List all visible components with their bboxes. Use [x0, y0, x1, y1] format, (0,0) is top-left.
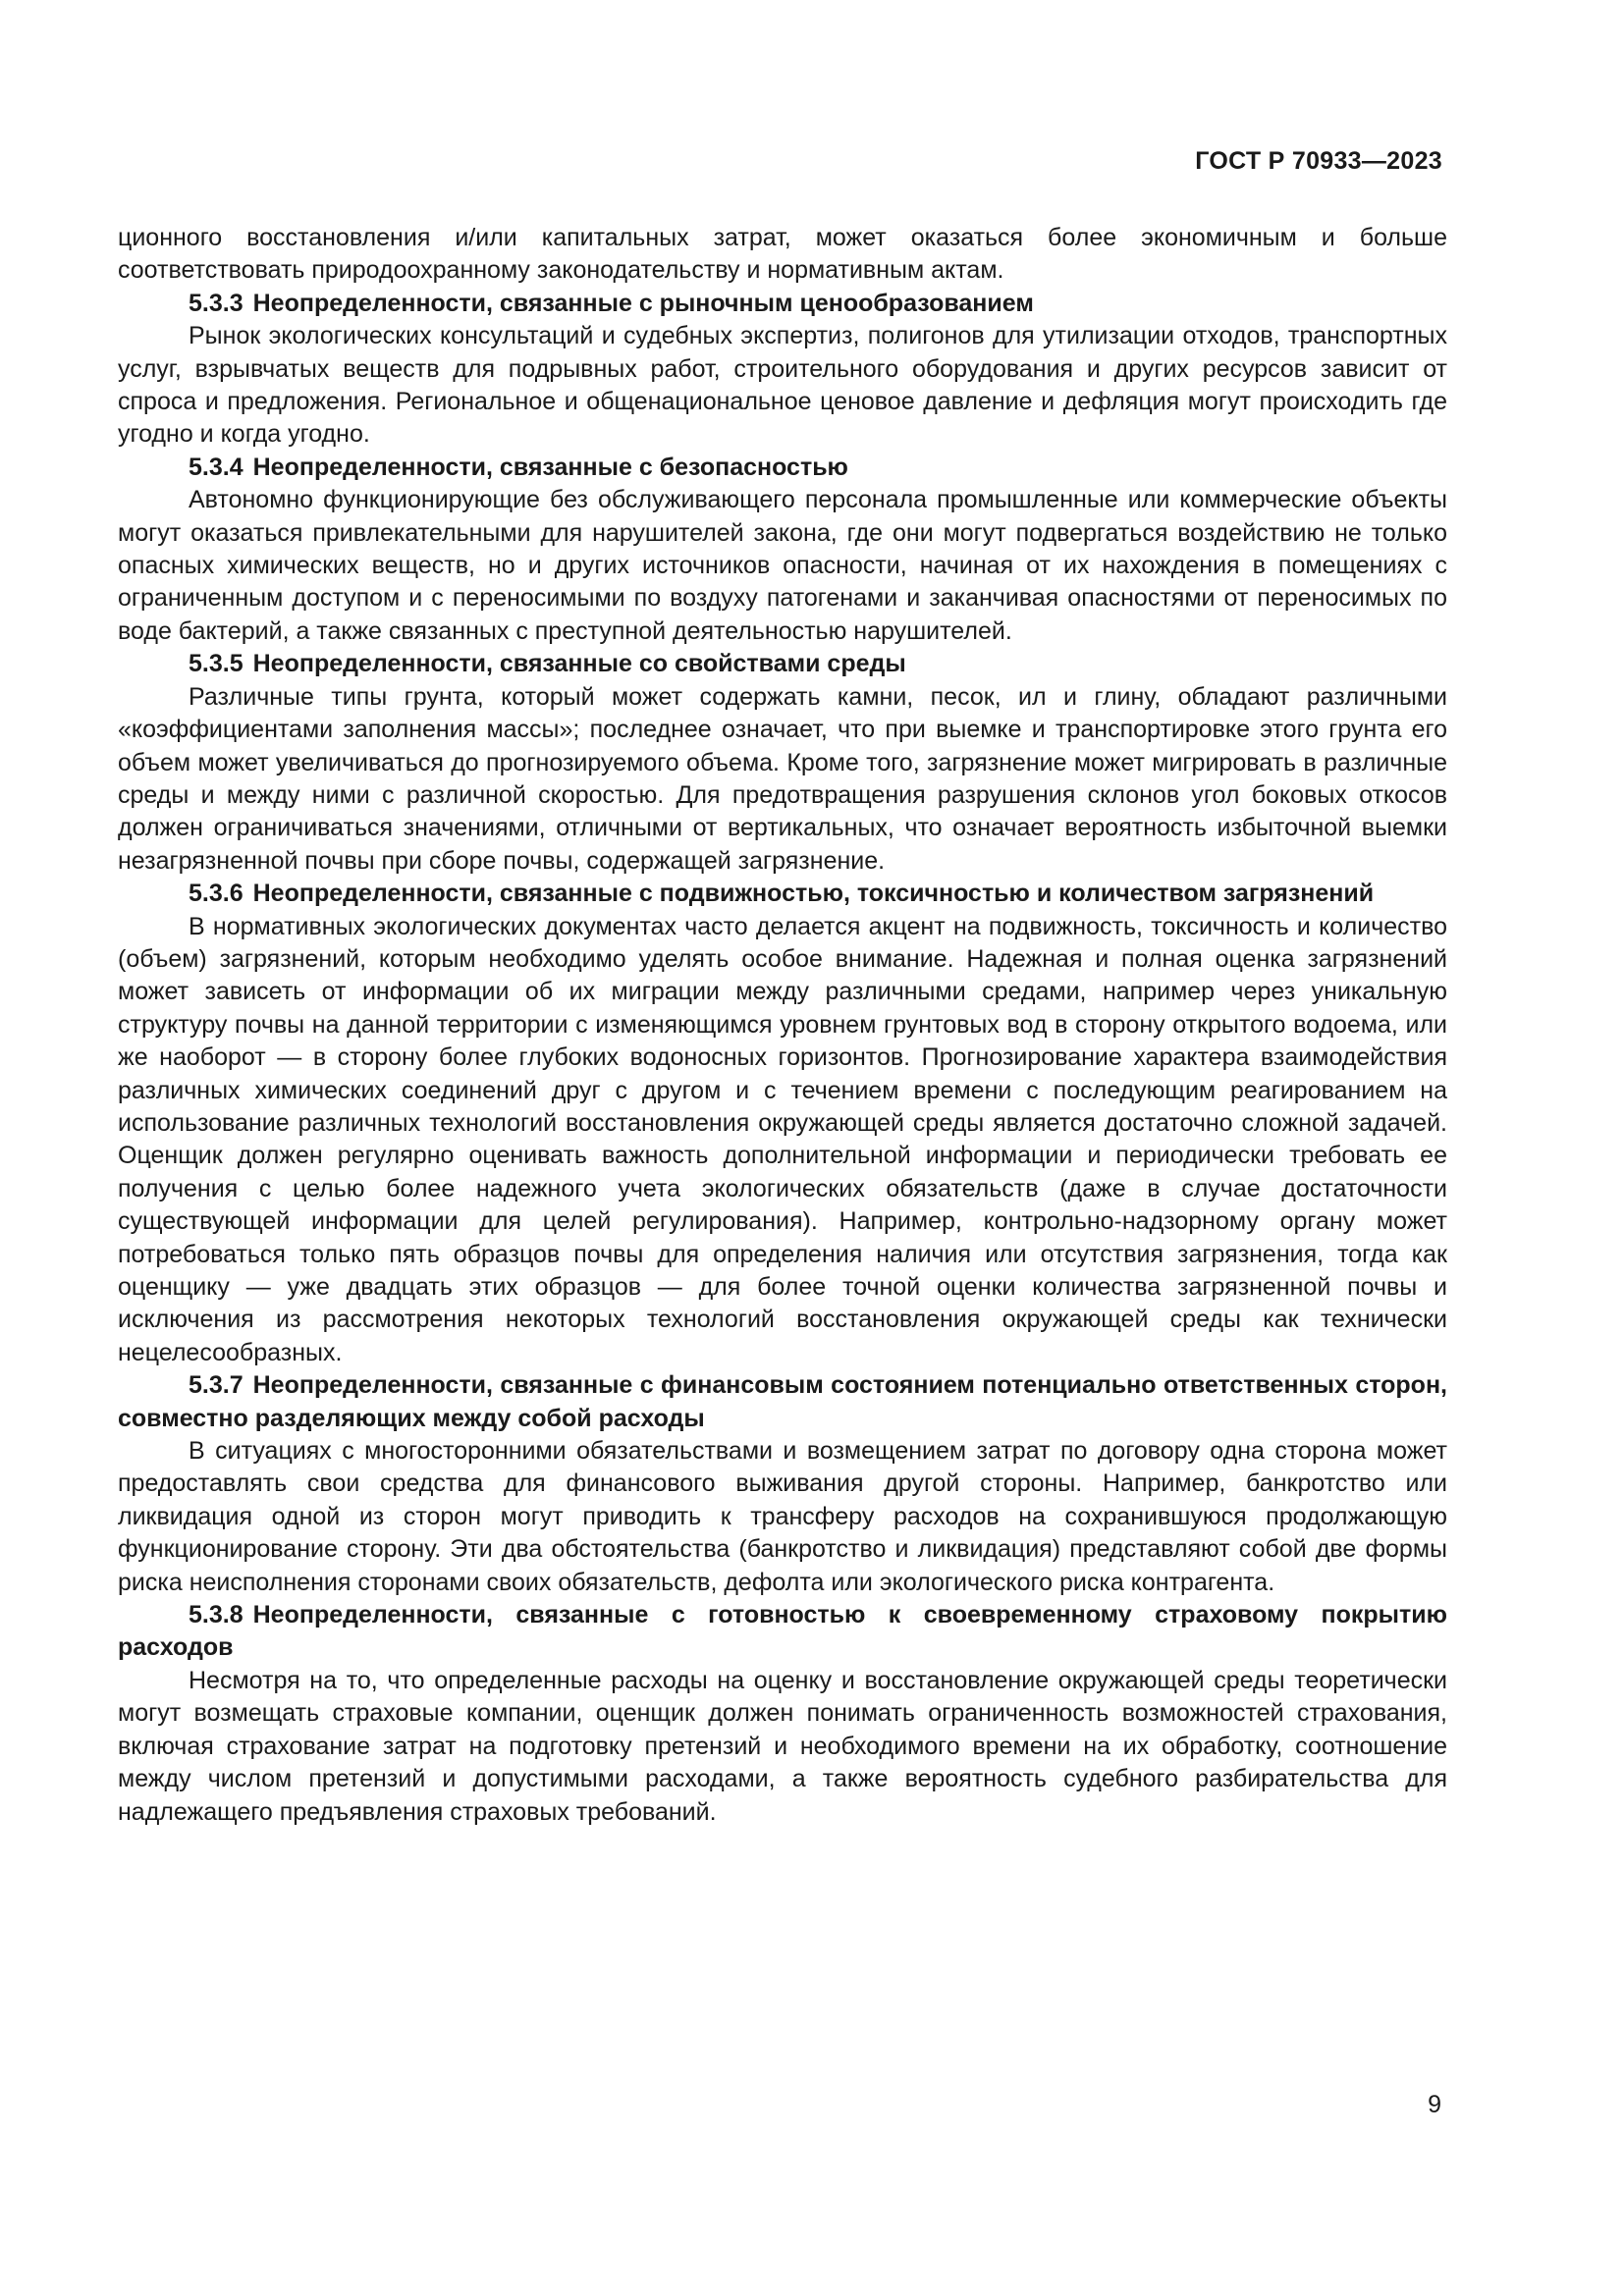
section-title: Неопределенности, связанные со свойствами среды: [252, 650, 906, 678]
section-heading-5-3-5: [118, 648, 1447, 680]
section-number: 5.3.4: [189, 453, 244, 481]
section-heading-5-3-8: [118, 1599, 1447, 1665]
document-code: ГОСТ Р 70933—2023: [1195, 147, 1442, 175]
section-number: 5.3.6: [189, 880, 244, 908]
continued-paragraph: ционного восстановления и/или капитальных затрат, может оказаться более экономичным и больше соответствовать природоохранному законодательству и нормативным актам.: [118, 224, 1447, 285]
page-content: [118, 222, 1447, 1829]
section-number: 5.3.3: [189, 289, 244, 317]
section-paragraph-5-3-5: Различные типы грунта, который может содержать камни, песок, ил и глину, обладают различными «коэффициентами заполнения массы»; последнее означает, что при выемке и транспортировке этого грунта его объем может увеличиваться до прогнозируемого объема. Кроме того, загрязнение может мигрировать в различные среды и между ними с различной скоростью. Для предотвращения разрушения склонов угол боковых откосов должен ограничиваться значениями, отличными от вертикальных, что означает вероятность избыточной выемки незагрязненной почвы при сборе почвы, содержащей загрязнение.: [118, 682, 1447, 875]
section-title: Неопределенности, связанные с подвижностью, токсичностью и количеством загрязнений: [252, 880, 1375, 908]
section-number: 5.3.7: [189, 1371, 244, 1400]
section-title: Неопределенности, связанные с готовностью к своевременному страховому покрытию расходов: [118, 1601, 1447, 1662]
section-paragraph-5-3-7: В ситуациях с многосторонними обязательствами и возмещением затрат по договору одна сторона может предоставлять свои средства для финансового выживания другой стороны. Например, банкротство или ликвидация одной из сторон могут приводить к трансферу расходов на сохранившуюся продолжающую функционирование сторону. Эти два обстоятельства (банкротство и ликвидация) представляют собой две формы риска неисполнения сторонами своих обязательств, дефолта или экологического риска контрагента.: [118, 1437, 1447, 1596]
section-paragraph-5-3-3: Рынок экологических консультаций и судебных экспертиз, полигонов для утилизации отходов, транспортных услуг, взрывчатых веществ для подрывных работ, строительного оборудования и других ресурсов зависит от спроса и предложения. Региональное и общенациональное ценовое давление и дефляция могут происходить где угодно и когда угодно.: [118, 322, 1447, 449]
section-title: Неопределенности, связанные с финансовым состоянием потенциально ответственных сторон, совместно разделяющих между собой расходы: [118, 1371, 1447, 1432]
section-title: Неопределенности, связанные с рыночным ценообразованием: [252, 289, 1034, 317]
section-paragraph-5-3-4: Автономно функционирующие без обслуживающего персонала промышленные или коммерческие объекты могут оказаться привлекательными для нарушителей закона, где они могут подвергаться воздействию не только опасных химических веществ, но и других источников опасности, начиная от их нахождения в помещениях с ограниченным доступом и с переносимыми по воздуху патогенами и заканчивая опасностями от переносимых по воде бактерий, а также связанных с преступной деятельностью нарушителей.: [118, 486, 1447, 645]
section-heading-5-3-3: [118, 288, 1447, 320]
section-number: 5.3.8: [189, 1601, 244, 1629]
page-number: 9: [1428, 2091, 1441, 2118]
section-heading-5-3-7: [118, 1369, 1447, 1435]
section-number: 5.3.5: [189, 650, 244, 678]
section-paragraph-5-3-6: В нормативных экологических документах часто делается акцент на подвижность, токсичность и количество (объем) загрязнений, которым необходимо уделять особое внимание. Надежная и полная оценка загрязнений может зависеть от информации об их миграции между различными средами, например через уникальную структуру почвы на данной территории с изменяющимся уровнем грунтовых вод в сторону открытого водоема, или же наоборот — в сторону более глубоких водоносных горизонтов. Прогнозирование характера взаимодействия различных химических соединений друг с другом и с течением времени с последующим реагированием на использование различных технологий восстановления окружающей среды является достаточно сложной задачей. Оценщик должен регулярно оценивать важность дополнительной информации и периодически требовать ее получения с целью более надежного учета экологических обязательств (даже в случае достаточности существующей информации для целей регулирования). Например, контрольно-надзорному органу может потребоваться только пять образцов почвы для определения наличия или отсутствия загрязнения, тогда как оценщику — уже двадцать этих образцов — для более точной оценки количества загрязненной почвы и исключения из рассмотрения некоторых технологий восстановления окружающей среды как технически нецелесообразных.: [118, 912, 1447, 1366]
section-paragraph-5-3-8: Несмотря на то, что определенные расходы на оценку и восстановление окружающей среды теоретически могут возмещать страховые компании, оценщик должен понимать ограниченность возможностей страхования, включая страхование затрат на подготовку претензий и необходимого времени на их обработку, соотношение между числом претензий и допустимыми расходами, а также вероятность судебного разбирательства для надлежащего предъявления страховых требований.: [118, 1666, 1447, 1826]
section-heading-5-3-6: [118, 878, 1447, 910]
section-heading-5-3-4: [118, 452, 1447, 484]
section-title: Неопределенности, связанные с безопасностью: [252, 453, 848, 481]
